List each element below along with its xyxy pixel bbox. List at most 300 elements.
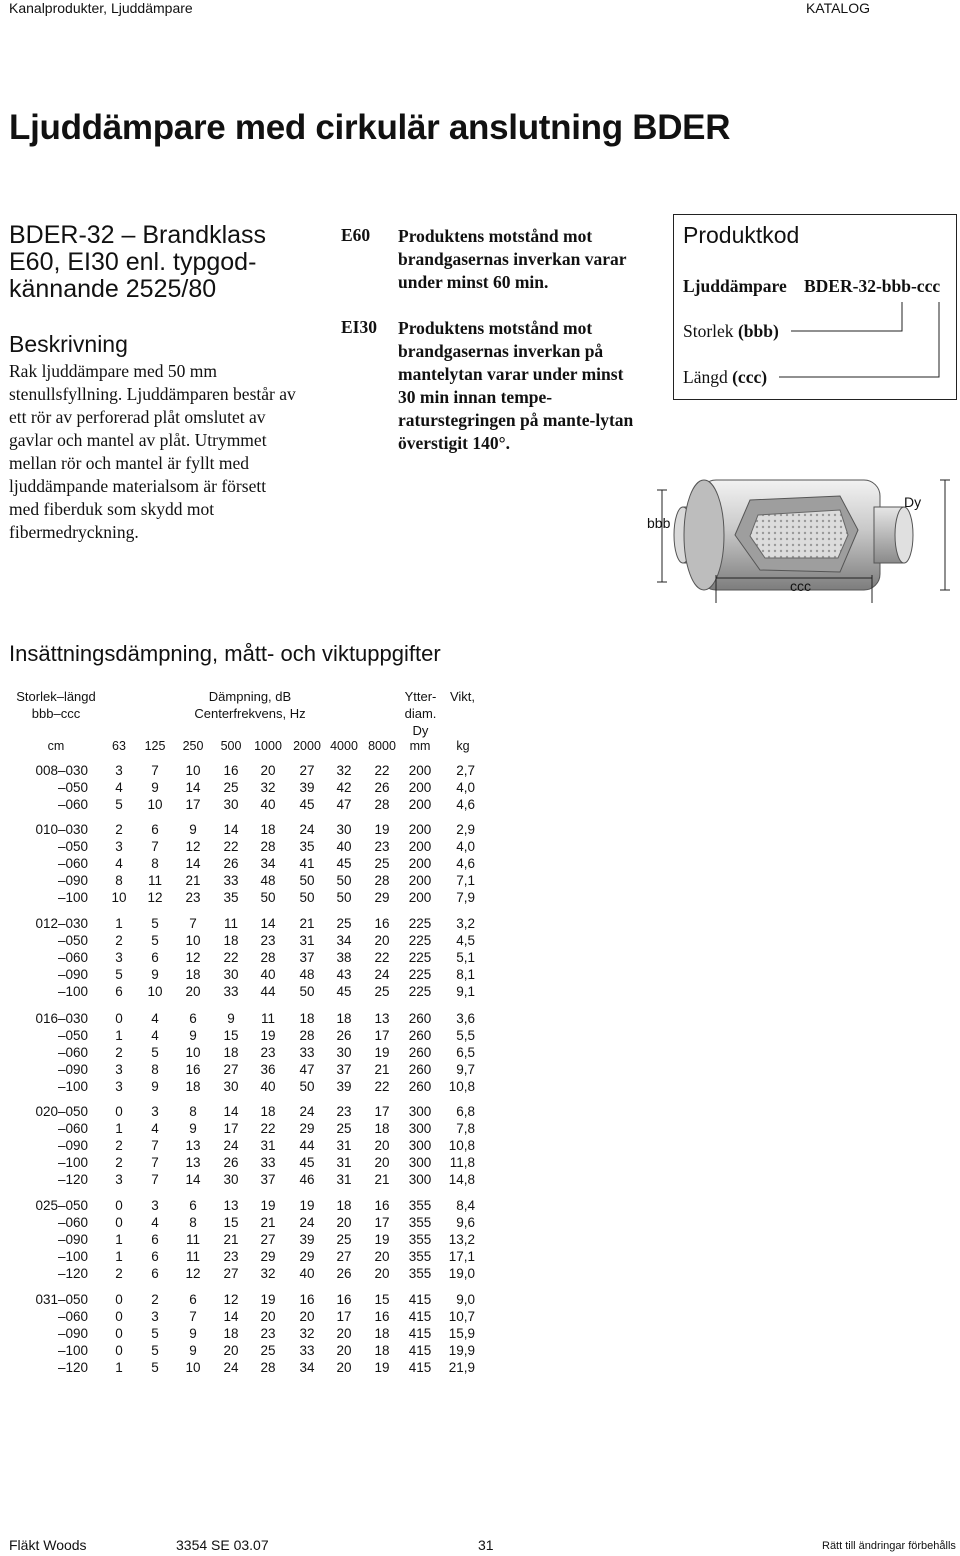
table-cell: 1 <box>115 1249 123 1265</box>
description-body: Rak ljuddämpare med 50 mm stenullsfyllning. Ljuddämparen består av ett rör av perforerad plåt omslutet av gavlar och mantel av plåt. Utrymmet mellan rör och mantel är fyllt med ljuddämpande materialsom är försett med fiberduk som skydd mot fibermedryckning. <box>9 361 296 542</box>
table-cell: 0 <box>115 1215 123 1231</box>
col-size-length-header: Storlek–längd <box>16 689 96 704</box>
class-code-e60: E60 <box>341 225 371 245</box>
table-cell: 18 <box>185 1079 201 1095</box>
table-cell: 3 <box>115 839 123 855</box>
table-cell: 6 <box>189 1198 197 1213</box>
table-cell: 50 <box>336 890 352 906</box>
table-cell: 46 <box>299 1172 315 1188</box>
table-cell: 12 <box>185 950 201 966</box>
table-cell: 19,0 <box>448 1266 475 1282</box>
col-diam-header-1: Ytter- <box>404 689 437 704</box>
table-cell: 300 <box>408 1172 432 1188</box>
unit-cell: 4000 <box>330 739 358 753</box>
unit-cell: 500 <box>220 739 242 753</box>
table-cell: 3 <box>151 1198 159 1213</box>
table-cell: 28 <box>260 950 276 966</box>
table-cell: 5,1 <box>456 950 475 966</box>
table-cell: 23 <box>260 1326 276 1342</box>
table-cell: 225 <box>408 967 432 983</box>
table-cell: 14 <box>185 856 201 872</box>
table-cell: 23 <box>185 890 201 906</box>
table-cell: 30 <box>336 1045 352 1061</box>
table-cell: 4 <box>115 780 123 796</box>
table-cell: 12 <box>147 890 163 906</box>
table-cell: 25 <box>336 916 352 931</box>
table-cell: 9,7 <box>456 1062 475 1078</box>
row-size-label: –090 <box>57 1232 88 1248</box>
table-cell: 6,8 <box>456 1104 475 1119</box>
table-cell: 7,9 <box>456 890 475 906</box>
table-cell: 16 <box>185 1062 201 1078</box>
table-cell: 31 <box>336 1172 352 1188</box>
table-cell: 9 <box>189 1343 197 1359</box>
footer-page-number: 31 <box>478 1537 494 1553</box>
table-cell: 29 <box>260 1249 276 1265</box>
table-cell: 200 <box>408 856 432 872</box>
table-cell: 200 <box>408 780 432 796</box>
table-cell: 9 <box>151 1079 159 1095</box>
class-code-ei30: EI30 <box>341 317 377 337</box>
table-cell: 10 <box>185 763 201 778</box>
table-cell: 5,5 <box>456 1028 475 1044</box>
table-cell: 24 <box>299 1215 315 1231</box>
table-cell: 20 <box>223 1343 239 1359</box>
table-cell: 18 <box>260 1104 276 1119</box>
table-cell: 6 <box>189 1011 197 1026</box>
table-cell: 4 <box>151 1028 159 1044</box>
table-cell: 50 <box>299 873 315 889</box>
row-size-label: 031–050 <box>35 1292 88 1307</box>
table-cell: 19 <box>260 1028 276 1044</box>
table-cell: 415 <box>408 1360 432 1376</box>
row-size-label: –060 <box>57 797 88 813</box>
table-cell: 34 <box>299 1360 315 1376</box>
unit-cell: 63 <box>112 739 126 753</box>
table-cell: 21,9 <box>448 1360 475 1376</box>
table-cell: 28 <box>374 797 390 813</box>
table-cell: 2 <box>115 1138 123 1154</box>
table-cell: 3 <box>151 1104 159 1119</box>
table-cell: 35 <box>223 890 239 906</box>
table-cell: 34 <box>336 933 352 949</box>
table-cell: 2,7 <box>456 763 475 778</box>
table-cell: 34 <box>260 856 276 872</box>
table-cell: 7 <box>151 763 159 778</box>
table-cell: 45 <box>299 797 315 813</box>
table-cell: 355 <box>408 1198 432 1213</box>
table-cell: 260 <box>408 1062 432 1078</box>
table-cell: 8 <box>151 856 159 872</box>
table-cell: 37 <box>336 1062 352 1078</box>
table-cell: 0 <box>115 1309 123 1325</box>
table-cell: 18 <box>260 822 276 837</box>
table-cell: 4,0 <box>456 780 475 796</box>
table-cell: 30 <box>223 1172 239 1188</box>
table-cell: 4 <box>151 1121 159 1137</box>
table-cell: 415 <box>408 1309 432 1325</box>
row-size-label: –060 <box>57 1215 88 1231</box>
row-size-label: –120 <box>57 1172 88 1188</box>
table-cell: 28 <box>260 1360 276 1376</box>
table-cell: 24 <box>374 967 390 983</box>
table-cell: 44 <box>299 1138 315 1154</box>
table-cell: 18 <box>374 1343 390 1359</box>
col-frequency-header: Centerfrekvens, Hz <box>194 706 306 721</box>
table-cell: 2 <box>115 1266 123 1282</box>
table-cell: 11 <box>185 1249 200 1265</box>
table-cell: 13 <box>185 1155 201 1171</box>
table-cell: 2 <box>115 1155 123 1171</box>
table-cell: 31 <box>336 1138 352 1154</box>
table-cell: 18 <box>336 1198 352 1213</box>
table-cell: 8 <box>189 1215 197 1231</box>
table-cell: 17,1 <box>448 1249 475 1265</box>
table-cell: 24 <box>299 822 315 837</box>
table-cell: 9 <box>189 1121 197 1137</box>
table-cell: 50 <box>299 890 315 906</box>
table-cell: 13,2 <box>448 1232 475 1248</box>
table-cell: 7 <box>189 916 197 931</box>
class-text-e60: Produktens motstånd mot brandgasernas inverkan varar under minst 60 min. <box>398 226 627 292</box>
product-label: Ljuddämpare <box>683 276 787 296</box>
table-cell: 355 <box>408 1266 432 1282</box>
table-cell: 31 <box>299 933 315 949</box>
table-cell: 25 <box>260 1343 276 1359</box>
table-cell: 40 <box>260 967 276 983</box>
table-cell: 14 <box>185 780 201 796</box>
table-cell: 3 <box>115 950 123 966</box>
table-cell: 14 <box>223 1104 239 1119</box>
table-cell: 41 <box>299 856 315 872</box>
table-cell: 45 <box>299 1155 315 1171</box>
table-cell: 8,1 <box>456 967 475 983</box>
row-size-label: –060 <box>57 1045 88 1061</box>
table-cell: 17 <box>223 1121 239 1137</box>
row-size-label: –050 <box>57 780 88 796</box>
table-cell: 17 <box>374 1028 390 1044</box>
table-cell: 20 <box>336 1215 352 1231</box>
row-size-label: –090 <box>57 1138 88 1154</box>
table-cell: 4,6 <box>456 797 475 813</box>
table-cell: 7,8 <box>456 1121 475 1137</box>
table-cell: 0 <box>115 1198 123 1213</box>
table-cell: 8 <box>189 1104 197 1119</box>
table-cell: 2 <box>115 1045 123 1061</box>
table-cell: 20 <box>374 1249 390 1265</box>
table-cell: 2 <box>115 822 123 837</box>
table-cell: 260 <box>408 1045 432 1061</box>
table-cell: 19 <box>374 1045 390 1061</box>
table-cell: 7,1 <box>456 873 475 889</box>
table-cell: 5 <box>151 916 159 931</box>
table-cell: 15 <box>374 1292 390 1307</box>
table-cell: 7 <box>151 1155 159 1171</box>
row-size-label: –120 <box>57 1266 88 1282</box>
table-cell: 20 <box>374 1155 390 1171</box>
table-cell: 28 <box>374 873 390 889</box>
table-cell: 6 <box>189 1292 197 1307</box>
table-cell: 24 <box>223 1138 239 1154</box>
table-cell: 29 <box>374 890 390 906</box>
table-cell: 27 <box>299 763 315 778</box>
table-cell: 5 <box>151 1045 159 1061</box>
table-cell: 38 <box>336 950 352 966</box>
table-cell: 6 <box>151 950 159 966</box>
table-cell: 21 <box>299 916 315 931</box>
table-cell: 11 <box>185 1232 200 1248</box>
table-cell: 0 <box>115 1343 123 1359</box>
table-cell: 32 <box>260 1266 276 1282</box>
table-cell: 14 <box>260 916 276 931</box>
row-size-label: 016–030 <box>35 1011 88 1026</box>
unit-cell: 8000 <box>368 739 396 753</box>
table-cell: 27 <box>336 1249 352 1265</box>
row-size-label: –100 <box>57 1079 88 1095</box>
table-cell: 6 <box>151 1266 159 1282</box>
size-label: Storlek (bbb) <box>683 321 779 341</box>
table-cell: 16 <box>336 1292 352 1307</box>
unit-cell: cm <box>47 739 65 753</box>
table-cell: 22 <box>223 950 239 966</box>
table-cell: 19 <box>260 1198 276 1213</box>
table-cell: 10,7 <box>448 1309 475 1325</box>
table-cell: 415 <box>408 1326 432 1342</box>
table-cell: 3 <box>151 1309 159 1325</box>
table-cell: 355 <box>408 1232 432 1248</box>
table-cell: 39 <box>299 780 315 796</box>
table-cell: 23 <box>374 839 390 855</box>
table-cell: 10 <box>147 984 163 1000</box>
table-cell: 7 <box>151 1138 159 1154</box>
unit-cell: 2000 <box>293 739 321 753</box>
table-cell: 37 <box>299 950 315 966</box>
table-cell: 16 <box>374 916 390 931</box>
section-title: Insättningsdämpning, mått- och viktuppgifter <box>9 641 441 666</box>
table-cell: 13 <box>374 1011 390 1026</box>
table-cell: 45 <box>336 856 352 872</box>
row-size-label: –100 <box>57 1343 88 1359</box>
table-cell: 18 <box>374 1121 390 1137</box>
table-cell: 13 <box>185 1138 201 1154</box>
table-cell: 10,8 <box>448 1138 475 1154</box>
table-cell: 9,0 <box>456 1292 475 1307</box>
table-cell: 1 <box>115 1028 123 1044</box>
table-cell: 5 <box>115 797 123 813</box>
unit-cell: mm <box>409 739 431 753</box>
table-cell: 11 <box>260 1011 275 1026</box>
table-cell: 15 <box>223 1215 239 1231</box>
table-cell: 25 <box>336 1232 352 1248</box>
table-cell: 13 <box>223 1198 239 1213</box>
table-cell: 18 <box>299 1011 315 1026</box>
table-cell: 5 <box>151 933 159 949</box>
table-cell: 18 <box>374 1326 390 1342</box>
table-cell: 6 <box>115 984 123 1000</box>
table-cell: 23 <box>260 1045 276 1061</box>
row-size-label: –090 <box>57 1062 88 1078</box>
table-cell: 3,6 <box>456 1011 475 1026</box>
table-cell: 3 <box>115 1062 123 1078</box>
unit-cell: 250 <box>182 739 204 753</box>
table-cell: 11 <box>147 873 162 889</box>
table-cell: 300 <box>408 1155 432 1171</box>
table-cell: 25 <box>223 780 239 796</box>
row-size-label: 025–050 <box>35 1198 88 1213</box>
table-cell: 19 <box>299 1198 315 1213</box>
table-cell: 22 <box>260 1121 276 1137</box>
table-cell: 26 <box>336 1028 352 1044</box>
row-size-label: 012–030 <box>35 916 88 931</box>
row-size-label: –060 <box>57 1121 88 1137</box>
table-cell: 26 <box>336 1266 352 1282</box>
table-cell: 30 <box>223 1079 239 1095</box>
table-cell: 20 <box>299 1309 315 1325</box>
table-cell: 16 <box>223 763 239 778</box>
col-damping-header: Dämpning, dB <box>208 689 292 704</box>
table-cell: 25 <box>336 1121 352 1137</box>
table-cell: 37 <box>260 1172 276 1188</box>
table-cell: 10 <box>111 890 127 906</box>
table-cell: 19 <box>374 1232 390 1248</box>
table-cell: 25 <box>374 984 390 1000</box>
product-code-heading: Produktkod <box>683 222 800 248</box>
table-cell: 18 <box>223 1045 239 1061</box>
table-cell: 16 <box>299 1292 315 1307</box>
table-cell: 39 <box>336 1079 352 1095</box>
table-cell: 20 <box>260 1309 276 1325</box>
col-diam-header-3: Dy <box>412 723 429 738</box>
table-cell: 7 <box>151 839 159 855</box>
table-cell: 20 <box>374 933 390 949</box>
table-cell: 5 <box>115 967 123 983</box>
table-cell: 22 <box>223 839 239 855</box>
class-text-ei30: Produktens motstånd mot brandgasernas inverkan på mantelytan varar under minst 30 min innan tempe-raturstegringen på mante-lytan överstigit 140°. <box>398 318 634 453</box>
table-cell: 17 <box>374 1104 390 1119</box>
table-cell: 14 <box>223 822 239 837</box>
table-cell: 45 <box>336 984 352 1000</box>
table-cell: 17 <box>336 1309 352 1325</box>
table-cell: 32 <box>299 1326 315 1342</box>
table-cell: 11 <box>223 916 238 931</box>
table-cell: 10 <box>185 1045 201 1061</box>
dim-label-ccc: ccc <box>790 578 811 594</box>
table-cell: 1 <box>115 916 123 931</box>
table-cell: 4 <box>115 856 123 872</box>
table-cell: 6 <box>151 822 159 837</box>
table-cell: 8 <box>151 1062 159 1078</box>
table-cell: 14 <box>223 1309 239 1325</box>
table-cell: 21 <box>374 1062 390 1078</box>
table-cell: 35 <box>299 839 315 855</box>
dim-label-dy: Dy <box>904 494 922 510</box>
table-cell: 10 <box>185 1360 201 1376</box>
col-diam-header-2: diam. <box>404 706 437 721</box>
table-cell: 7 <box>189 1309 197 1325</box>
table-cell: 0 <box>115 1011 123 1026</box>
table-cell: 50 <box>336 873 352 889</box>
table-cell: 1 <box>115 1360 123 1376</box>
unit-cell: 125 <box>144 739 166 753</box>
unit-cell: kg <box>456 739 470 753</box>
table-cell: 9 <box>189 1326 197 1342</box>
row-size-label: –090 <box>57 1326 88 1342</box>
table-cell: 3 <box>115 763 123 778</box>
table-cell: 6 <box>151 1232 159 1248</box>
page-title: Ljuddämpare med cirkulär anslutning BDER <box>9 108 731 147</box>
table-cell: 18 <box>223 933 239 949</box>
table-cell: 33 <box>299 1343 315 1359</box>
table-cell: 9 <box>151 967 159 983</box>
table-cell: 31 <box>260 1138 276 1154</box>
row-size-label: 010–030 <box>35 822 88 837</box>
table-cell: 200 <box>408 890 432 906</box>
table-cell: 4 <box>151 1215 159 1231</box>
table-cell: 20 <box>336 1326 352 1342</box>
table-cell: 48 <box>299 967 315 983</box>
table-cell: 26 <box>223 856 239 872</box>
table-cell: 300 <box>408 1121 432 1137</box>
table-cell: 18 <box>185 967 201 983</box>
table-cell: 10 <box>147 797 163 813</box>
running-header-right: KATALOG <box>805 0 870 16</box>
table-cell: 47 <box>336 797 352 813</box>
table-cell: 24 <box>299 1104 315 1119</box>
table-cell: 18 <box>223 1326 239 1342</box>
table-cell: 30 <box>336 822 352 837</box>
table-cell: 7 <box>151 1172 159 1188</box>
table-cell: 10 <box>185 933 201 949</box>
table-cell: 17 <box>374 1215 390 1231</box>
table-cell: 39 <box>299 1232 315 1248</box>
fire-class-subtitle: BDER-32 – Brandklass E60, EI30 enl. typgod-kännande 2525/80 <box>9 221 267 303</box>
table-cell: 27 <box>223 1266 239 1282</box>
table-cell: 2 <box>151 1292 159 1307</box>
table-cell: 26 <box>374 780 390 796</box>
table-cell: 200 <box>408 822 432 837</box>
table-cell: 4,0 <box>456 839 475 855</box>
table-cell: 19,9 <box>448 1343 475 1359</box>
table-cell: 9 <box>151 780 159 796</box>
table-cell: 20 <box>336 1343 352 1359</box>
table-cell: 9 <box>189 822 197 837</box>
table-cell: 415 <box>408 1292 432 1307</box>
table-cell: 12 <box>223 1292 239 1307</box>
row-size-label: –060 <box>57 1309 88 1325</box>
table-cell: 43 <box>336 967 352 983</box>
table-cell: 12 <box>185 839 201 855</box>
footer-notice: Rätt till ändringar förbehålls <box>822 1540 956 1552</box>
table-cell: 0 <box>115 1104 123 1119</box>
table-cell: 20 <box>185 984 201 1000</box>
table-cell: 40 <box>336 839 352 855</box>
table-cell: 225 <box>408 933 432 949</box>
table-cell: 10,8 <box>448 1079 475 1095</box>
table-cell: 9 <box>227 1011 235 1026</box>
table-cell: 4 <box>151 1011 159 1026</box>
table-cell: 19 <box>374 822 390 837</box>
table-cell: 14,8 <box>448 1172 475 1188</box>
table-cell: 23 <box>223 1249 239 1265</box>
table-cell: 20 <box>260 763 276 778</box>
table-cell: 28 <box>299 1028 315 1044</box>
row-size-label: –060 <box>57 856 88 872</box>
table-cell: 44 <box>260 984 276 1000</box>
table-cell: 40 <box>260 1079 276 1095</box>
table-cell: 1 <box>115 1232 123 1248</box>
table-cell: 8 <box>115 873 123 889</box>
table-cell: 40 <box>260 797 276 813</box>
